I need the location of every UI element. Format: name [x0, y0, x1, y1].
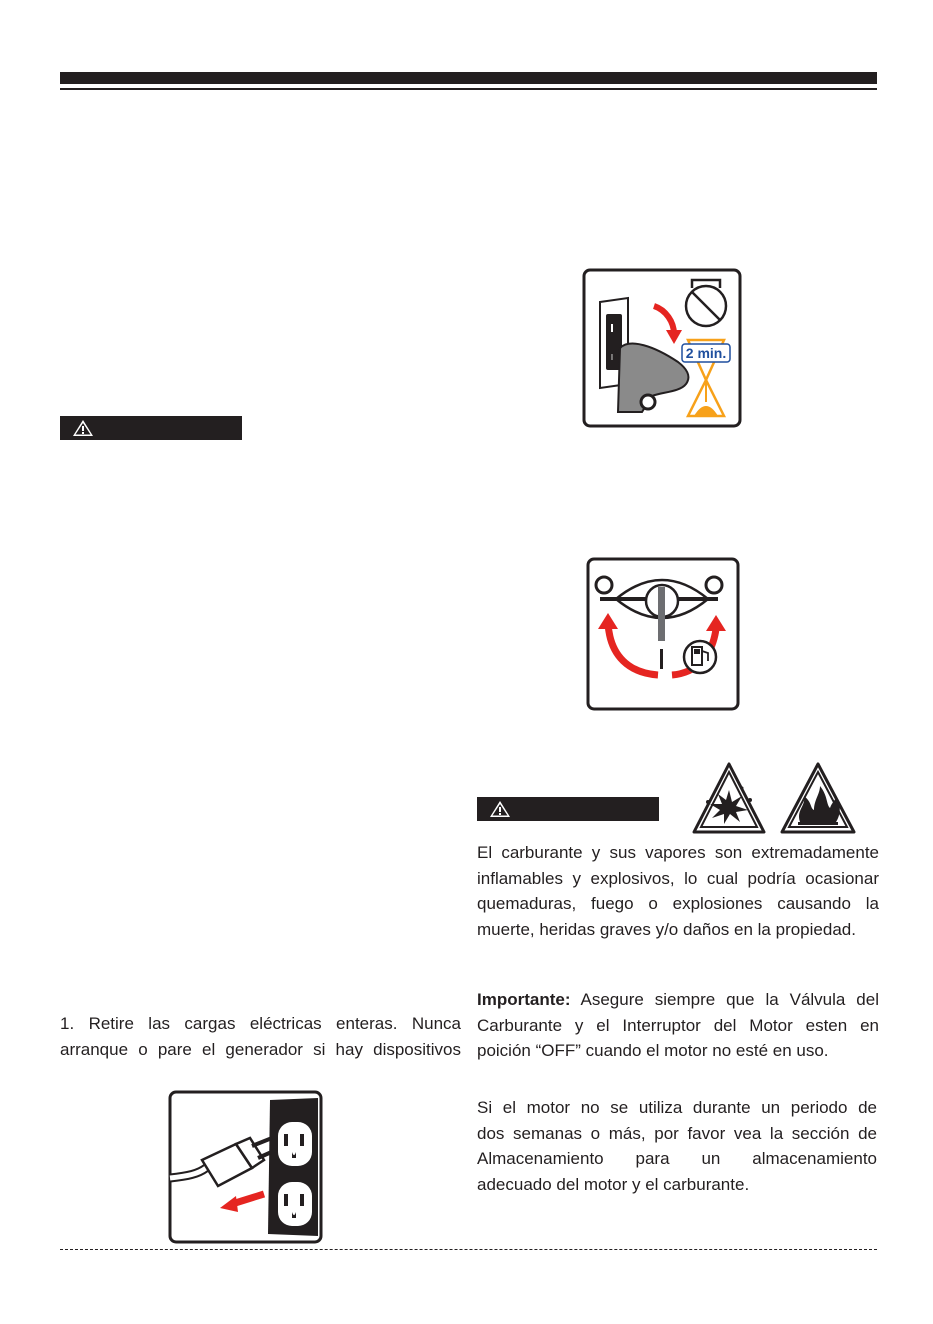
- header-bar: [60, 72, 877, 84]
- text-line: arranque o pare el generador si hay dispositivos: [60, 1039, 461, 1059]
- step-1-paragraph: [60, 1011, 461, 1062]
- fuel-valve-figure: [586, 557, 740, 711]
- text-line: Almacenamiento para un almacenamiento: [477, 1149, 877, 1168]
- engine-switch-figure: [582, 268, 742, 428]
- important-label: Importante:: [477, 990, 571, 1009]
- warning-tag-right: [477, 797, 659, 821]
- text-line: Asegure siempre que la Válvula del: [580, 990, 879, 1009]
- flammable-hazard-icon: [780, 762, 856, 839]
- text-line: El carburante y sus vapores son extremadamente: [477, 843, 879, 862]
- text-line: Si el motor no se utiliza durante un periodo de: [477, 1098, 877, 1117]
- unplug-load-figure: [168, 1090, 323, 1244]
- warning-triangle-icon: [489, 800, 511, 818]
- storage-paragraph: [477, 1095, 877, 1197]
- text-line: muerte, heridas graves y/o daños en la propiedad.: [477, 919, 856, 939]
- text-line: Carburante y el Interruptor del Motor esten en: [477, 1015, 879, 1035]
- warning-triangle-icon: [72, 419, 94, 437]
- warning-tag-left: [60, 416, 242, 440]
- timer-label: 2 min.: [685, 345, 727, 361]
- fuel-warning-paragraph: [477, 840, 879, 942]
- header-rule: [60, 88, 877, 90]
- explosion-hazard-icon: [692, 762, 766, 839]
- switch-position-label: I: [610, 353, 614, 362]
- text-line: inflamables y explosivos, lo cual podría ocasionar: [477, 868, 879, 888]
- text-line: poición “OFF” cuando el motor no esté en uso.: [477, 1041, 829, 1060]
- text-line: adecuado del motor y el carburante.: [477, 1174, 750, 1194]
- text-line: 1. Retire las cargas eléctricas enteras. Nunca: [60, 1014, 461, 1033]
- footer-dashed-rule: [60, 1249, 877, 1250]
- text-line: dos semanas o más, por favor vea la sección de: [477, 1123, 877, 1143]
- important-paragraph: [477, 987, 879, 1064]
- text-line: quemaduras, fuego o explosiones causando la: [477, 894, 879, 913]
